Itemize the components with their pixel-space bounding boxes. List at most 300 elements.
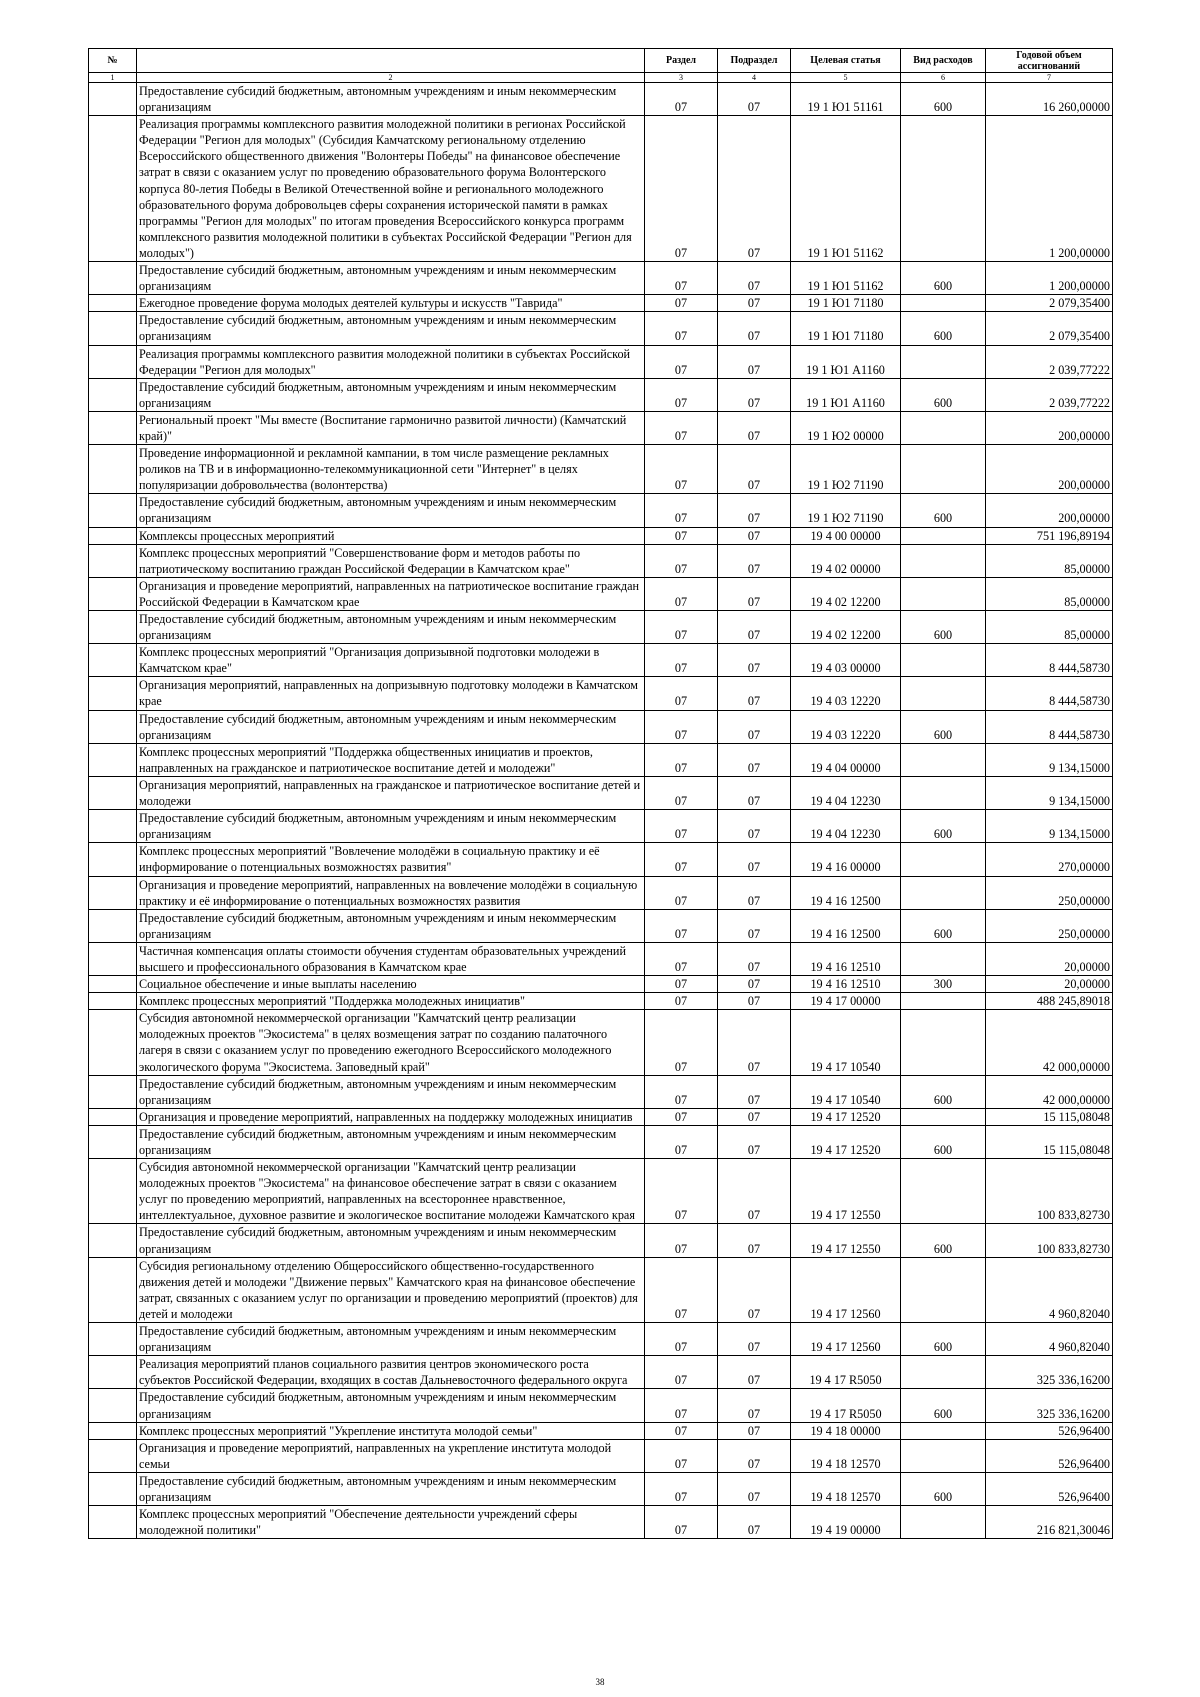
cell-summa: 100 833,82730 [986, 1224, 1113, 1257]
cell-summa: 200,00000 [986, 411, 1113, 444]
cell-vid-rashodov [901, 1010, 986, 1075]
cell-podrazdel: 07 [718, 993, 791, 1010]
cell-number [89, 262, 137, 295]
table-row [89, 710, 1113, 743]
cell-vid-rashodov [901, 843, 986, 876]
cell-razdel: 07 [645, 1356, 718, 1389]
cell-podrazdel: 07 [718, 743, 791, 776]
cell-summa: 8 444,58730 [986, 677, 1113, 710]
cell-number [89, 1323, 137, 1356]
table-row [89, 1010, 1113, 1075]
table-row [89, 743, 1113, 776]
cell-summa: 1 200,00000 [986, 116, 1113, 262]
table-row [89, 810, 1113, 843]
cell-celevaya-statya: 19 4 17 12550 [791, 1224, 901, 1257]
cell-number [89, 494, 137, 527]
cell-name: Организация и проведение мероприятий, направленных на вовлечение молодёжи в социальную практику и её информирование о потенциальных возможностях развития [137, 876, 645, 909]
cell-name: Комплекс процессных мероприятий "Организация допризывной подготовки молодежи в Камчатском крае" [137, 644, 645, 677]
header-row [89, 49, 1113, 73]
header-vid-rashodov: Вид расходов [901, 49, 986, 73]
table-row [89, 644, 1113, 677]
column-number-row [89, 73, 1113, 83]
cell-name: Комплексы процессных мероприятий [137, 527, 645, 544]
cell-celevaya-statya: 19 4 17 00000 [791, 993, 901, 1010]
cell-vid-rashodov: 600 [901, 1224, 986, 1257]
cell-name: Комплекс процессных мероприятий "Укрепление института молодой семьи" [137, 1422, 645, 1439]
cell-summa: 20,00000 [986, 942, 1113, 975]
cell-vid-rashodov [901, 1422, 986, 1439]
table-row [89, 527, 1113, 544]
cell-summa: 250,00000 [986, 876, 1113, 909]
header-podrazdel: Подраздел [718, 49, 791, 73]
cell-number [89, 411, 137, 444]
cell-celevaya-statya: 19 1 Ю2 00000 [791, 411, 901, 444]
cell-celevaya-statya: 19 4 04 12230 [791, 810, 901, 843]
cell-summa: 85,00000 [986, 611, 1113, 644]
cell-name: Субсидия автономной некоммерческой организации "Камчатский центр реализации молодежных проектов "Экосистема" в целях возмещения затрат по созданию палаточного лагеря в связи с оказанием услуг по проведению ежегодного Всероссийского молодежного экологического форума "Экосистема. Заповедный край" [137, 1010, 645, 1075]
table-row [89, 1224, 1113, 1257]
page-number: 38 [595, 1677, 605, 1687]
cell-celevaya-statya: 19 4 17 R5050 [791, 1356, 901, 1389]
cell-number [89, 1224, 137, 1257]
cell-name: Проведение информационной и рекламной кампании, в том числе размещение рекламных роликов на ТВ и в информационно-телекоммуникационной сети "Интернет" в целях популяризации добровольчества (волонтерства) [137, 445, 645, 494]
cell-vid-rashodov [901, 1159, 986, 1224]
cell-number [89, 776, 137, 809]
cell-summa: 751 196,89194 [986, 527, 1113, 544]
cell-podrazdel: 07 [718, 1108, 791, 1125]
cell-vid-rashodov [901, 527, 986, 544]
cell-name: Предоставление субсидий бюджетным, автономным учреждениям и иным некоммерческим организациям [137, 611, 645, 644]
table-row [89, 776, 1113, 809]
cell-vid-rashodov [901, 993, 986, 1010]
cell-name: Предоставление субсидий бюджетным, автономным учреждениям и иным некоммерческим организациям [137, 494, 645, 527]
cell-razdel: 07 [645, 1389, 718, 1422]
cell-podrazdel: 07 [718, 1439, 791, 1472]
cell-name: Ежегодное проведение форума молодых деятелей культуры и искусств "Таврида" [137, 295, 645, 312]
cell-name: Реализация программы комплексного развития молодежной политики в регионах Российской Федерации "Регион для молодых" (Субсидия Камчатскому региональному отделению Всероссийского общественного движения "Волонтеры Победы" на финансовое обеспечение затрат в связи с оказанием услуг по проведению образовательного форума Волонтерского корпуса 80-летия Победы в Великой Отечественной войне и регионального молодежного образовательного форума добровольцев сферы сохранения исторической памяти в рамках программы "Регион для молодых" по итогам проведения Всероссийского конкурса программ комплексного развития молодежной политики в субъектах Российской Федерации "Регион для молодых") [137, 116, 645, 262]
table-row [89, 1389, 1113, 1422]
cell-razdel: 07 [645, 909, 718, 942]
cell-summa: 85,00000 [986, 577, 1113, 610]
cell-summa: 488 245,89018 [986, 993, 1113, 1010]
column-number: 4 [718, 73, 791, 83]
cell-name: Предоставление субсидий бюджетным, автономным учреждениям и иным некоммерческим организациям [137, 710, 645, 743]
column-number: 2 [137, 73, 645, 83]
cell-summa: 15 115,08048 [986, 1125, 1113, 1158]
table-row [89, 1472, 1113, 1505]
header-razdel: Раздел [645, 49, 718, 73]
table-row [89, 295, 1113, 312]
cell-number [89, 1159, 137, 1224]
cell-number [89, 378, 137, 411]
table-row [89, 345, 1113, 378]
cell-number [89, 1506, 137, 1539]
cell-number [89, 1010, 137, 1075]
table-row [89, 611, 1113, 644]
cell-razdel: 07 [645, 1422, 718, 1439]
table-row [89, 1159, 1113, 1224]
table-row [89, 83, 1113, 116]
cell-name: Реализация программы комплексного развития молодежной политики в субъектах Российской Федерации "Регион для молодых" [137, 345, 645, 378]
cell-podrazdel: 07 [718, 262, 791, 295]
header-celevaya-statya: Целевая статья [791, 49, 901, 73]
cell-name: Предоставление субсидий бюджетным, автономным учреждениям и иным некоммерческим организациям [137, 1472, 645, 1505]
cell-summa: 4 960,82040 [986, 1257, 1113, 1322]
cell-vid-rashodov: 600 [901, 494, 986, 527]
table-header [89, 49, 1113, 83]
cell-podrazdel: 07 [718, 1506, 791, 1539]
cell-number [89, 810, 137, 843]
cell-vid-rashodov [901, 544, 986, 577]
cell-celevaya-statya: 19 4 02 00000 [791, 544, 901, 577]
cell-podrazdel: 07 [718, 116, 791, 262]
cell-vid-rashodov [901, 1356, 986, 1389]
cell-summa: 1 200,00000 [986, 262, 1113, 295]
table-row [89, 494, 1113, 527]
cell-celevaya-statya: 19 4 17 12550 [791, 1159, 901, 1224]
cell-name: Организация и проведение мероприятий, направленных на укрепление института молодой семьи [137, 1439, 645, 1472]
cell-celevaya-statya: 19 4 02 12200 [791, 611, 901, 644]
cell-name: Организация и проведение мероприятий, направленных на патриотическое воспитание граждан Российской Федерации в Камчатском крае [137, 577, 645, 610]
table-row [89, 1108, 1113, 1125]
cell-number [89, 1075, 137, 1108]
table-row [89, 1075, 1113, 1108]
cell-razdel: 07 [645, 1159, 718, 1224]
cell-vid-rashodov [901, 411, 986, 444]
cell-vid-rashodov: 600 [901, 1125, 986, 1158]
cell-podrazdel: 07 [718, 909, 791, 942]
table-row [89, 843, 1113, 876]
cell-number [89, 83, 137, 116]
cell-celevaya-statya: 19 4 18 00000 [791, 1422, 901, 1439]
cell-razdel: 07 [645, 295, 718, 312]
cell-name: Комплекс процессных мероприятий "Поддержка молодежных инициатив" [137, 993, 645, 1010]
cell-summa: 9 134,15000 [986, 743, 1113, 776]
table-row [89, 116, 1113, 262]
cell-name: Социальное обеспечение и иные выплаты населению [137, 976, 645, 993]
cell-vid-rashodov: 600 [901, 1323, 986, 1356]
header-godovoy-obem: Годовой объем ассигнований [986, 49, 1113, 73]
cell-summa: 325 336,16200 [986, 1389, 1113, 1422]
cell-summa: 2 039,77222 [986, 345, 1113, 378]
cell-razdel: 07 [645, 1125, 718, 1158]
cell-summa: 42 000,00000 [986, 1010, 1113, 1075]
cell-razdel: 07 [645, 1472, 718, 1505]
cell-vid-rashodov: 600 [901, 83, 986, 116]
cell-vid-rashodov: 300 [901, 976, 986, 993]
table-row [89, 1323, 1113, 1356]
cell-razdel: 07 [645, 1439, 718, 1472]
cell-razdel: 07 [645, 116, 718, 262]
cell-number [89, 312, 137, 345]
cell-vid-rashodov: 600 [901, 1389, 986, 1422]
cell-podrazdel: 07 [718, 411, 791, 444]
table-row [89, 942, 1113, 975]
cell-summa: 85,00000 [986, 544, 1113, 577]
cell-celevaya-statya: 19 1 Ю2 71190 [791, 445, 901, 494]
cell-summa: 325 336,16200 [986, 1356, 1113, 1389]
cell-summa: 250,00000 [986, 909, 1113, 942]
cell-podrazdel: 07 [718, 1389, 791, 1422]
budget-table [88, 48, 1113, 1539]
cell-number [89, 445, 137, 494]
cell-vid-rashodov [901, 577, 986, 610]
cell-podrazdel: 07 [718, 494, 791, 527]
cell-razdel: 07 [645, 677, 718, 710]
cell-celevaya-statya: 19 4 18 12570 [791, 1439, 901, 1472]
cell-name: Региональный проект "Мы вместе (Воспитание гармонично развитой личности) (Камчатский край)" [137, 411, 645, 444]
cell-summa: 200,00000 [986, 494, 1113, 527]
cell-name: Комплекс процессных мероприятий "Вовлечение молодёжи в социальную практику и её информирование о потенциальных возможностях развития" [137, 843, 645, 876]
cell-vid-rashodov [901, 942, 986, 975]
cell-number [89, 295, 137, 312]
cell-razdel: 07 [645, 976, 718, 993]
cell-podrazdel: 07 [718, 876, 791, 909]
cell-number [89, 843, 137, 876]
cell-name: Комплекс процессных мероприятий "Обеспечение деятельности учреждений сферы молодежной политики" [137, 1506, 645, 1539]
cell-name: Предоставление субсидий бюджетным, автономным учреждениям и иным некоммерческим организациям [137, 262, 645, 295]
cell-number [89, 611, 137, 644]
cell-podrazdel: 07 [718, 1075, 791, 1108]
cell-vid-rashodov [901, 776, 986, 809]
cell-celevaya-statya: 19 4 16 12500 [791, 876, 901, 909]
column-number: 6 [901, 73, 986, 83]
cell-number [89, 1439, 137, 1472]
cell-razdel: 07 [645, 1108, 718, 1125]
cell-number [89, 1125, 137, 1158]
cell-summa: 216 821,30046 [986, 1506, 1113, 1539]
cell-name: Предоставление субсидий бюджетным, автономным учреждениям и иным некоммерческим организациям [137, 810, 645, 843]
cell-podrazdel: 07 [718, 776, 791, 809]
cell-celevaya-statya: 19 4 16 12510 [791, 942, 901, 975]
cell-podrazdel: 07 [718, 378, 791, 411]
cell-podrazdel: 07 [718, 810, 791, 843]
cell-name: Организация мероприятий, направленных на гражданское и патриотическое воспитание детей и молодежи [137, 776, 645, 809]
cell-razdel: 07 [645, 544, 718, 577]
column-number: 7 [986, 73, 1113, 83]
cell-podrazdel: 07 [718, 577, 791, 610]
cell-celevaya-statya: 19 1 Ю1 А1160 [791, 345, 901, 378]
cell-number [89, 743, 137, 776]
table-row [89, 445, 1113, 494]
cell-razdel: 07 [645, 445, 718, 494]
cell-razdel: 07 [645, 1323, 718, 1356]
cell-razdel: 07 [645, 1506, 718, 1539]
cell-vid-rashodov [901, 677, 986, 710]
cell-podrazdel: 07 [718, 976, 791, 993]
cell-number [89, 345, 137, 378]
cell-celevaya-statya: 19 4 17 12560 [791, 1323, 901, 1356]
cell-summa: 42 000,00000 [986, 1075, 1113, 1108]
cell-celevaya-statya: 19 4 17 12520 [791, 1108, 901, 1125]
cell-summa: 270,00000 [986, 843, 1113, 876]
table-row [89, 976, 1113, 993]
cell-vid-rashodov [901, 1257, 986, 1322]
cell-podrazdel: 07 [718, 1125, 791, 1158]
cell-name: Предоставление субсидий бюджетным, автономным учреждениям и иным некоммерческим организациям [137, 1389, 645, 1422]
cell-name: Частичная компенсация оплаты стоимости обучения студентам образовательных учреждений высшего и профессионального образования в Камчатском крае [137, 942, 645, 975]
table-row [89, 544, 1113, 577]
cell-razdel: 07 [645, 611, 718, 644]
cell-vid-rashodov [901, 1439, 986, 1472]
cell-razdel: 07 [645, 743, 718, 776]
cell-podrazdel: 07 [718, 295, 791, 312]
table-row [89, 876, 1113, 909]
cell-celevaya-statya: 19 4 17 R5050 [791, 1389, 901, 1422]
cell-vid-rashodov: 600 [901, 1075, 986, 1108]
cell-name: Субсидия региональному отделению Общероссийского общественно-государственного движения детей и молодежи "Движение первых" Камчатского края на финансовое обеспечение затрат, связанных с оказанием услуг по организации и проведению мероприятий (проектов) для детей и молодежи [137, 1257, 645, 1322]
cell-vid-rashodov: 600 [901, 1472, 986, 1505]
cell-name: Предоставление субсидий бюджетным, автономным учреждениям и иным некоммерческим организациям [137, 312, 645, 345]
table-row [89, 1257, 1113, 1322]
header-name [137, 49, 645, 73]
table-row [89, 1506, 1113, 1539]
cell-podrazdel: 07 [718, 1159, 791, 1224]
cell-podrazdel: 07 [718, 710, 791, 743]
cell-razdel: 07 [645, 345, 718, 378]
cell-name: Комплекс процессных мероприятий "Поддержка общественных инициатив и проектов, направленных на гражданское и патриотическое воспитание детей и молодежи" [137, 743, 645, 776]
cell-celevaya-statya: 19 4 16 12500 [791, 909, 901, 942]
cell-number [89, 1257, 137, 1322]
cell-razdel: 07 [645, 843, 718, 876]
cell-celevaya-statya: 19 4 04 12230 [791, 776, 901, 809]
cell-number [89, 677, 137, 710]
cell-name: Субсидия автономной некоммерческой организации "Камчатский центр реализации молодежных проектов "Экосистема" на финансовое обеспечение затрат в связи с оказанием услуг по проведению мероприятий, направленных на всестороннее нравственное, интеллектуальное, духовное развитие и экологическое воспитание молодежи Камчатского края [137, 1159, 645, 1224]
cell-celevaya-statya: 19 4 00 00000 [791, 527, 901, 544]
cell-razdel: 07 [645, 1075, 718, 1108]
cell-number [89, 1389, 137, 1422]
cell-number [89, 710, 137, 743]
cell-celevaya-statya: 19 4 17 10540 [791, 1075, 901, 1108]
cell-celevaya-statya: 19 4 03 12220 [791, 677, 901, 710]
cell-summa: 9 134,15000 [986, 776, 1113, 809]
table-row [89, 411, 1113, 444]
cell-vid-rashodov: 600 [901, 262, 986, 295]
cell-podrazdel: 07 [718, 942, 791, 975]
cell-razdel: 07 [645, 644, 718, 677]
cell-summa: 8 444,58730 [986, 710, 1113, 743]
table-row [89, 1125, 1113, 1158]
header-number: № [89, 49, 137, 73]
cell-summa: 4 960,82040 [986, 1323, 1113, 1356]
cell-summa: 526,96400 [986, 1439, 1113, 1472]
cell-podrazdel: 07 [718, 345, 791, 378]
cell-podrazdel: 07 [718, 312, 791, 345]
table-row [89, 909, 1113, 942]
cell-number [89, 116, 137, 262]
cell-number [89, 909, 137, 942]
cell-razdel: 07 [645, 262, 718, 295]
cell-podrazdel: 07 [718, 445, 791, 494]
column-number: 5 [791, 73, 901, 83]
cell-name: Организация и проведение мероприятий, направленных на поддержку молодежных инициатив [137, 1108, 645, 1125]
cell-number [89, 577, 137, 610]
cell-podrazdel: 07 [718, 1323, 791, 1356]
cell-number [89, 527, 137, 544]
cell-razdel: 07 [645, 527, 718, 544]
cell-vid-rashodov: 600 [901, 611, 986, 644]
cell-celevaya-statya: 19 4 16 00000 [791, 843, 901, 876]
cell-podrazdel: 07 [718, 611, 791, 644]
cell-razdel: 07 [645, 494, 718, 527]
cell-podrazdel: 07 [718, 527, 791, 544]
cell-number [89, 942, 137, 975]
cell-summa: 15 115,08048 [986, 1108, 1113, 1125]
cell-summa: 16 260,00000 [986, 83, 1113, 116]
cell-vid-rashodov: 600 [901, 312, 986, 345]
cell-celevaya-statya: 19 4 17 12520 [791, 1125, 901, 1158]
cell-vid-rashodov [901, 345, 986, 378]
cell-name: Предоставление субсидий бюджетным, автономным учреждениям и иным некоммерческим организациям [137, 909, 645, 942]
table-row [89, 1422, 1113, 1439]
column-number: 3 [645, 73, 718, 83]
cell-number [89, 876, 137, 909]
cell-number [89, 1422, 137, 1439]
cell-podrazdel: 07 [718, 83, 791, 116]
cell-summa: 8 444,58730 [986, 644, 1113, 677]
cell-name: Предоставление субсидий бюджетным, автономным учреждениям и иным некоммерческим организациям [137, 1125, 645, 1158]
cell-podrazdel: 07 [718, 843, 791, 876]
cell-number [89, 976, 137, 993]
cell-vid-rashodov [901, 1108, 986, 1125]
cell-summa: 2 039,77222 [986, 378, 1113, 411]
cell-celevaya-statya: 19 4 18 12570 [791, 1472, 901, 1505]
cell-celevaya-statya: 19 4 03 12220 [791, 710, 901, 743]
cell-razdel: 07 [645, 993, 718, 1010]
cell-razdel: 07 [645, 1010, 718, 1075]
cell-razdel: 07 [645, 1224, 718, 1257]
cell-razdel: 07 [645, 876, 718, 909]
cell-vid-rashodov [901, 644, 986, 677]
cell-name: Предоставление субсидий бюджетным, автономным учреждениям и иным некоммерческим организациям [137, 1323, 645, 1356]
cell-number [89, 1472, 137, 1505]
cell-razdel: 07 [645, 577, 718, 610]
cell-podrazdel: 07 [718, 1422, 791, 1439]
cell-podrazdel: 07 [718, 1224, 791, 1257]
cell-number [89, 993, 137, 1010]
table-row [89, 262, 1113, 295]
cell-summa: 2 079,35400 [986, 295, 1113, 312]
cell-name: Предоставление субсидий бюджетным, автономным учреждениям и иным некоммерческим организациям [137, 1224, 645, 1257]
cell-vid-rashodov [901, 1506, 986, 1539]
cell-celevaya-statya: 19 4 17 12560 [791, 1257, 901, 1322]
cell-vid-rashodov [901, 743, 986, 776]
cell-vid-rashodov: 600 [901, 378, 986, 411]
cell-name: Предоставление субсидий бюджетным, автономным учреждениям и иным некоммерческим организациям [137, 1075, 645, 1108]
cell-vid-rashodov: 600 [901, 810, 986, 843]
cell-summa: 100 833,82730 [986, 1159, 1113, 1224]
table-body [89, 83, 1113, 1539]
cell-podrazdel: 07 [718, 544, 791, 577]
cell-summa: 526,96400 [986, 1422, 1113, 1439]
cell-vid-rashodov [901, 445, 986, 494]
table-row [89, 577, 1113, 610]
table-row [89, 312, 1113, 345]
cell-celevaya-statya: 19 4 19 00000 [791, 1506, 901, 1539]
cell-razdel: 07 [645, 1257, 718, 1322]
cell-celevaya-statya: 19 1 Ю1 51162 [791, 116, 901, 262]
table-row [89, 677, 1113, 710]
cell-vid-rashodov: 600 [901, 710, 986, 743]
cell-name: Реализация мероприятий планов социального развития центров экономического роста субъектов Российской Федерации, входящих в состав Дальневосточного федерального округа [137, 1356, 645, 1389]
cell-celevaya-statya: 19 4 02 12200 [791, 577, 901, 610]
cell-celevaya-statya: 19 4 03 00000 [791, 644, 901, 677]
cell-celevaya-statya: 19 1 Ю1 А1160 [791, 378, 901, 411]
cell-podrazdel: 07 [718, 1472, 791, 1505]
cell-number [89, 1356, 137, 1389]
cell-number [89, 1108, 137, 1125]
cell-podrazdel: 07 [718, 644, 791, 677]
